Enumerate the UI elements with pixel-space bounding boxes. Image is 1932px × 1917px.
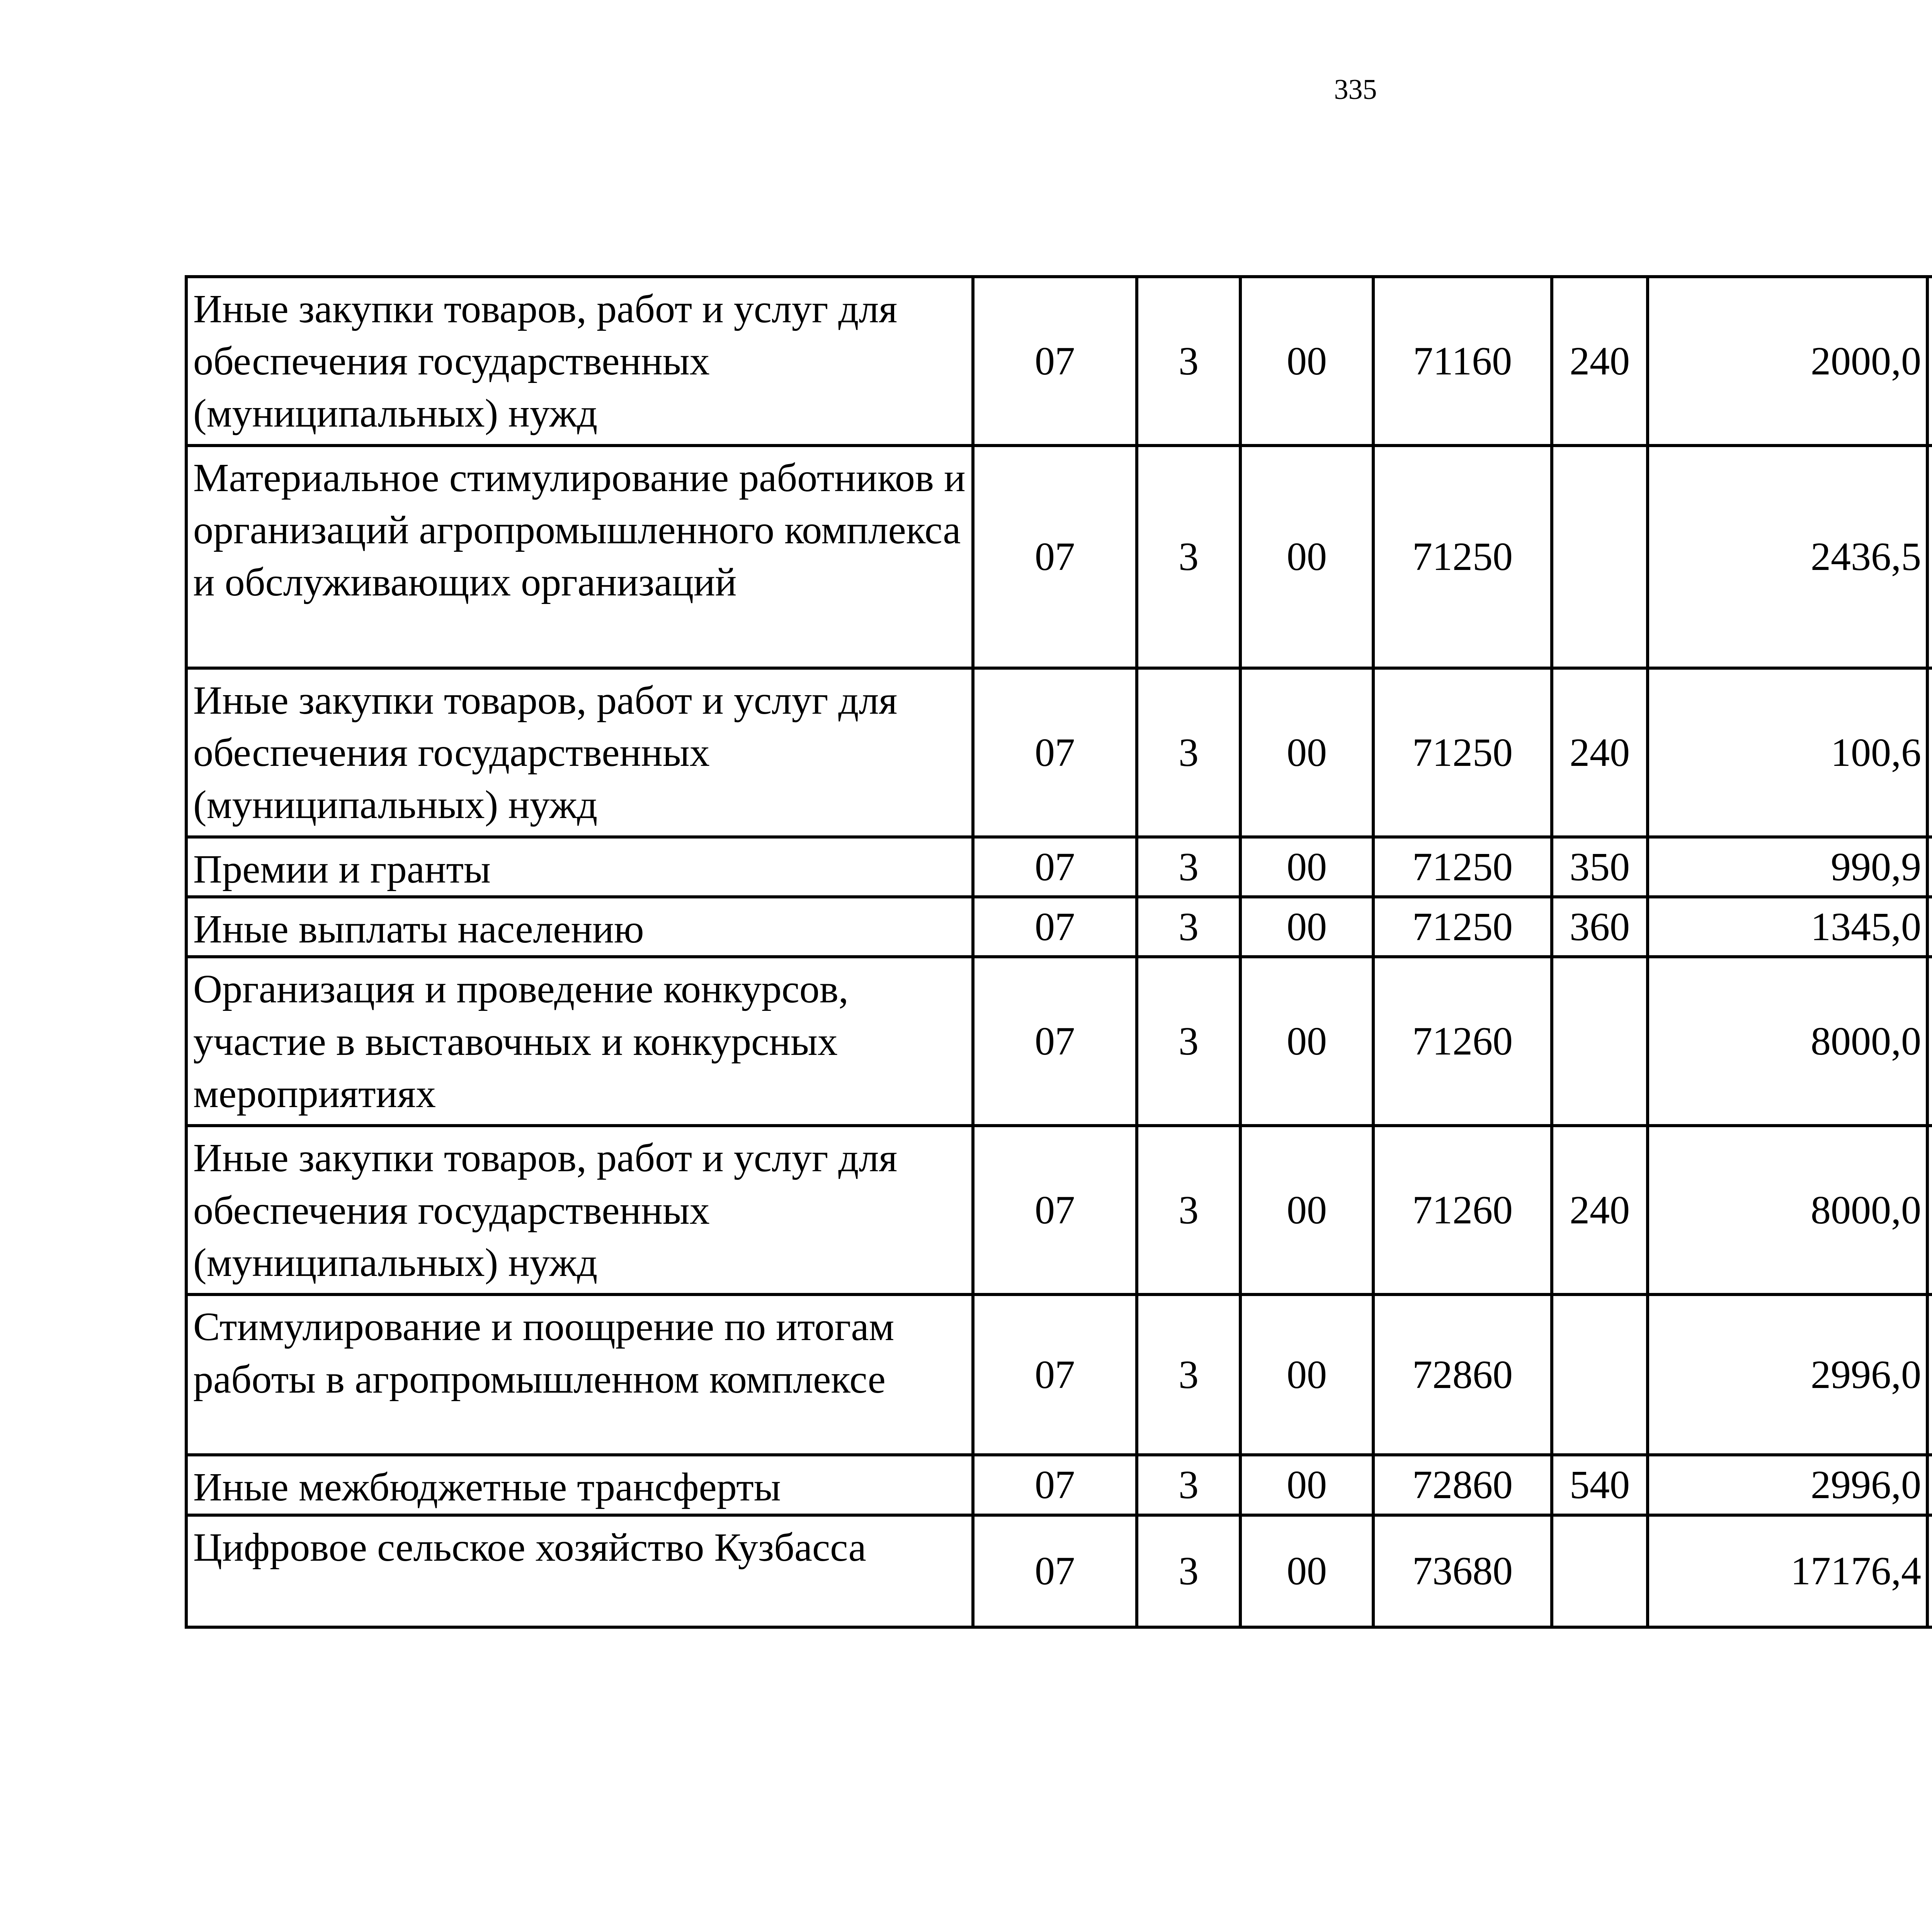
expense-type-code: 350 xyxy=(1552,837,1648,897)
amount-1: 100,6 xyxy=(1648,668,1927,837)
table-row xyxy=(186,668,1932,837)
target-item-code: 72860 xyxy=(1373,1294,1552,1455)
section-code: 07 xyxy=(973,957,1137,1126)
table-row xyxy=(186,277,1932,446)
row-name: Иные закупки товаров, работ и услуг для обеспечения государственных (муниципальных) нужд xyxy=(186,1126,973,1294)
table-row xyxy=(186,837,1932,897)
amount-2 xyxy=(1927,897,1932,957)
program-code: 3 xyxy=(1137,277,1240,446)
expense-type-code xyxy=(1552,957,1648,1126)
target-item-code: 71260 xyxy=(1373,957,1552,1126)
target-item-code: 71250 xyxy=(1373,446,1552,668)
amount-2 xyxy=(1927,1455,1932,1515)
amount-2 xyxy=(1927,1126,1932,1294)
amount-2 xyxy=(1927,277,1932,446)
program-code: 3 xyxy=(1137,668,1240,837)
amount-2 xyxy=(1927,446,1932,668)
amount-2 xyxy=(1927,1294,1932,1455)
row-name: Иные закупки товаров, работ и услуг для обеспечения государственных (муниципальных) нужд xyxy=(186,277,973,446)
target-item-code: 71250 xyxy=(1373,837,1552,897)
expense-type-code: 540 xyxy=(1552,1455,1648,1515)
amount-1: 17176,4 xyxy=(1648,1515,1927,1627)
subprogram-code: 00 xyxy=(1240,277,1373,446)
amount-1: 2436,5 xyxy=(1648,446,1927,668)
program-code: 3 xyxy=(1137,1126,1240,1294)
target-item-code: 73680 xyxy=(1373,1515,1552,1627)
row-name: Стимулирование и поощрение по итогам работы в агропромышленном комплексе xyxy=(186,1294,973,1455)
subprogram-code: 00 xyxy=(1240,837,1373,897)
amount-1: 2996,0 xyxy=(1648,1294,1927,1455)
table-row xyxy=(186,1294,1932,1455)
section-code: 07 xyxy=(973,837,1137,897)
subprogram-code: 00 xyxy=(1240,668,1373,837)
section-code: 07 xyxy=(973,668,1137,837)
page-number: 335 xyxy=(1334,74,1377,105)
program-code: 3 xyxy=(1137,1294,1240,1455)
target-item-code: 72860 xyxy=(1373,1455,1552,1515)
row-name: Цифровое сельское хозяйство Кузбасса xyxy=(186,1515,973,1627)
expense-type-code: 240 xyxy=(1552,1126,1648,1294)
amount-1: 8000,0 xyxy=(1648,957,1927,1126)
amount-2 xyxy=(1927,957,1932,1126)
section-code: 07 xyxy=(973,1515,1137,1627)
target-item-code: 71260 xyxy=(1373,1126,1552,1294)
row-name: Иные выплаты населению xyxy=(186,897,973,957)
section-code: 07 xyxy=(973,277,1137,446)
table-row xyxy=(186,1126,1932,1294)
subprogram-code: 00 xyxy=(1240,1126,1373,1294)
target-item-code: 71250 xyxy=(1373,897,1552,957)
program-code: 3 xyxy=(1137,897,1240,957)
program-code: 3 xyxy=(1137,1455,1240,1515)
section-code: 07 xyxy=(973,1455,1137,1515)
section-code: 07 xyxy=(973,446,1137,668)
section-code: 07 xyxy=(973,1294,1137,1455)
amount-2 xyxy=(1927,837,1932,897)
table-row xyxy=(186,446,1932,668)
expense-type-code: 240 xyxy=(1552,277,1648,446)
amount-2 xyxy=(1927,1515,1932,1627)
expense-type-code xyxy=(1552,1515,1648,1627)
amount-1: 2996,0 xyxy=(1648,1455,1927,1515)
expense-type-code xyxy=(1552,446,1648,668)
section-code: 07 xyxy=(973,897,1137,957)
amount-1: 990,9 xyxy=(1648,837,1927,897)
row-name: Премии и гранты xyxy=(186,837,973,897)
amount-1: 1345,0 xyxy=(1648,897,1927,957)
expense-type-code xyxy=(1552,1294,1648,1455)
amount-1: 2000,0 xyxy=(1648,277,1927,446)
program-code: 3 xyxy=(1137,446,1240,668)
table-row xyxy=(186,897,1932,957)
subprogram-code: 00 xyxy=(1240,957,1373,1126)
target-item-code: 71250 xyxy=(1373,668,1552,837)
row-name: Иные закупки товаров, работ и услуг для обеспечения государственных (муниципальных) нужд xyxy=(186,668,973,837)
program-code: 3 xyxy=(1137,837,1240,897)
expense-type-code: 240 xyxy=(1552,668,1648,837)
row-name: Материальное стимулирование работников и организаций агропромышленного комплекса и обслуживающих организаций xyxy=(186,446,973,668)
row-name: Организация и проведение конкурсов, участие в выставочных и конкурсных мероприятиях xyxy=(186,957,973,1126)
program-code: 3 xyxy=(1137,1515,1240,1627)
subprogram-code: 00 xyxy=(1240,1294,1373,1455)
row-name: Иные межбюджетные трансферты xyxy=(186,1455,973,1515)
subprogram-code: 00 xyxy=(1240,1455,1373,1515)
program-code: 3 xyxy=(1137,957,1240,1126)
expense-type-code: 360 xyxy=(1552,897,1648,957)
table-row xyxy=(186,1455,1932,1515)
subprogram-code: 00 xyxy=(1240,446,1373,668)
target-item-code: 71160 xyxy=(1373,277,1552,446)
subprogram-code: 00 xyxy=(1240,1515,1373,1627)
subprogram-code: 00 xyxy=(1240,897,1373,957)
table-row xyxy=(186,1515,1932,1627)
section-code: 07 xyxy=(973,1126,1137,1294)
amount-1: 8000,0 xyxy=(1648,1126,1927,1294)
amount-2 xyxy=(1927,668,1932,837)
table-row xyxy=(186,957,1932,1126)
budget-table xyxy=(185,275,1932,1629)
